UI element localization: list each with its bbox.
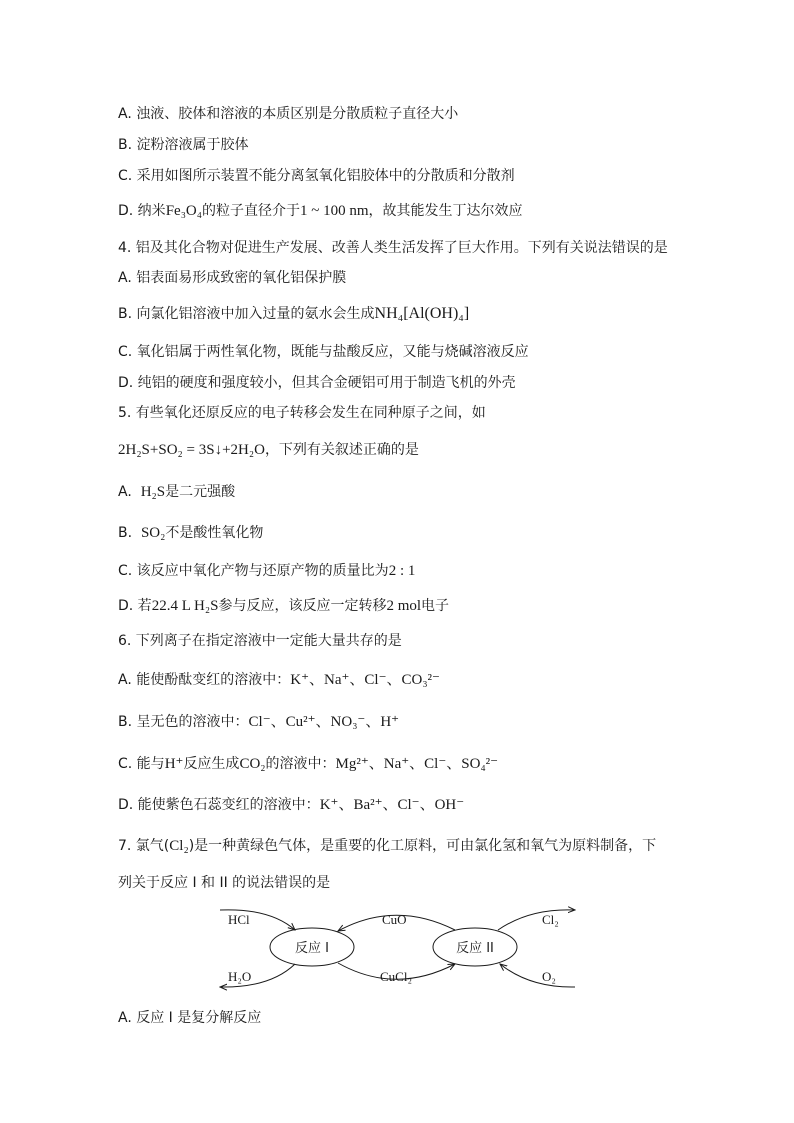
q4-option-b	[118, 304, 469, 324]
option-letter: A.	[118, 484, 141, 500]
q7-option-a: A. 反应 I 是复分解反应	[118, 1010, 262, 1026]
formula-cl2: Cl₂	[169, 838, 189, 854]
q3-option-c: C. 采用如图所示装置不能分离氢氧化铝胶体中的分散质和分散剂	[118, 168, 515, 184]
formula-h2s: H₂S	[140, 484, 166, 500]
q3-option-b: B. 淀粉溶液属于胶体	[118, 137, 249, 153]
q5-option-b	[118, 523, 263, 543]
formula-nh4-aloh4: NH₄[Al(OH)₄]	[374, 305, 470, 322]
q6-option-a-text: A. 能使酚酞变红的溶液中：	[118, 672, 291, 688]
q4-option-d: D. 纯铝的硬度和强度较小，但其合金硬铝可用于制造飞机的外壳	[118, 375, 516, 391]
hcl-label: HCl	[228, 912, 250, 927]
cl2-label: Cl₂	[542, 912, 559, 927]
q5-option-d-suffix: 电子	[421, 598, 450, 614]
q6-option-b	[118, 712, 399, 732]
q6-option-c-suffix: 的溶液中：	[265, 756, 336, 772]
q5-option-a	[118, 482, 235, 502]
reaction-1-label: 反应 I	[295, 941, 329, 956]
formula-co2: CO₂	[239, 756, 266, 772]
o2-input-arrow	[500, 964, 575, 987]
mass-ratio: 2 : 1	[388, 563, 416, 579]
q6-option-d	[118, 795, 464, 815]
q5-option-a-text: 是二元强酸	[165, 484, 236, 500]
h2o-label: H₂O	[228, 969, 252, 984]
q4-stem: 4. 铝及其化合物对促进生产发展、改善人类生活发挥了巨大作用。下列有关说法错误的是	[118, 240, 668, 256]
q5-option-d-prefix: D. 若	[118, 598, 152, 614]
reaction-equation: 2H₂S+SO₂ = 3S↓+2H₂O	[118, 442, 265, 458]
q6-option-a	[118, 670, 440, 690]
q5-stem-equation-line	[118, 440, 419, 460]
cuo-label: CuO	[382, 912, 407, 927]
q4-option-a: A. 铝表面易形成致密的氧化铝保护膜	[118, 270, 347, 286]
q6-option-b-text: B. 呈无色的溶液中：	[118, 714, 249, 730]
q7-stem-prefix: 7. 氯气(	[118, 838, 170, 854]
q5-option-d	[118, 596, 449, 616]
q3-option-d-suffix: ，故其能发生丁达尔效应	[368, 203, 523, 219]
q5-option-d-mid: 参与反应，该反应一定转移	[218, 598, 387, 614]
q6-stem: 6. 下列离子在指定溶液中一定能大量共存的是	[118, 633, 402, 649]
ion-list-a: K⁺、Na⁺、Cl⁻、CO₃²⁻	[290, 672, 440, 688]
cucl2-label: CuCl₂	[380, 969, 412, 984]
q5-stem-suffix: ，下列有关叙述正确的是	[264, 442, 419, 458]
q5-option-c	[118, 561, 415, 581]
formula-so2: SO₂	[140, 525, 166, 541]
q3-option-d	[118, 201, 523, 221]
ion-list-b: Cl⁻、Cu²⁺、NO₃⁻、H⁺	[248, 714, 400, 730]
formula-fe3o4: Fe₃O₄	[165, 203, 202, 219]
q7-stem-line2: 列关于反应 I 和 II 的说法错误的是	[118, 875, 331, 891]
o2-label: O₂	[542, 969, 556, 984]
formula-h-ion: H⁺	[164, 756, 184, 772]
q7-stem-suffix: )是一种黄绿色气体，是重要的化工原料，可由氯化氢和氧气为原料制备，下	[188, 838, 657, 854]
option-letter: B.	[118, 525, 141, 541]
reaction-2-label: 反应 II	[456, 941, 494, 956]
cl2-output-arrow	[498, 910, 575, 930]
q4-option-b-text: B. 向氯化铝溶液中加入过量的氨水会生成	[118, 306, 375, 322]
q4-option-c: C. 氧化铝属于两性氧化物，既能与盐酸反应，又能与烧碱溶液反应	[118, 344, 529, 360]
reaction-cycle-diagram	[200, 900, 600, 995]
q6-option-c-prefix: C. 能与	[118, 756, 165, 772]
q5-option-c-text: C. 该反应中氧化产物与还原产物的质量比为	[118, 563, 389, 579]
q5-option-b-text: 不是酸性氧化物	[165, 525, 264, 541]
q6-option-c-mid: 反应生成	[183, 756, 240, 772]
q7-stem	[118, 836, 656, 856]
ion-list-d: K⁺、Ba²⁺、Cl⁻、OH⁻	[319, 797, 465, 813]
size-range: 1 ~ 100 nm	[299, 203, 369, 219]
ion-list-c: Mg²⁺、Na⁺、Cl⁻、SO₄²⁻	[335, 756, 499, 772]
formula-volume-h2s: 22.4 L H₂S	[151, 598, 219, 614]
electron-amount: 2 mol	[386, 598, 422, 614]
q3-option-d-mid: 的粒子直径介于	[201, 203, 300, 219]
q3-option-a: A. 浊液、胶体和溶液的本质区别是分散质粒子直径大小	[118, 106, 459, 122]
q6-option-d-text: D. 能使紫色石蕊变红的溶液中：	[118, 797, 320, 813]
q3-option-d-prefix: D. 纳米	[118, 203, 166, 219]
q6-option-c	[118, 754, 498, 774]
q5-stem: 5. 有些氧化还原反应的电子转移会发生在同种原子之间，如	[118, 405, 486, 421]
